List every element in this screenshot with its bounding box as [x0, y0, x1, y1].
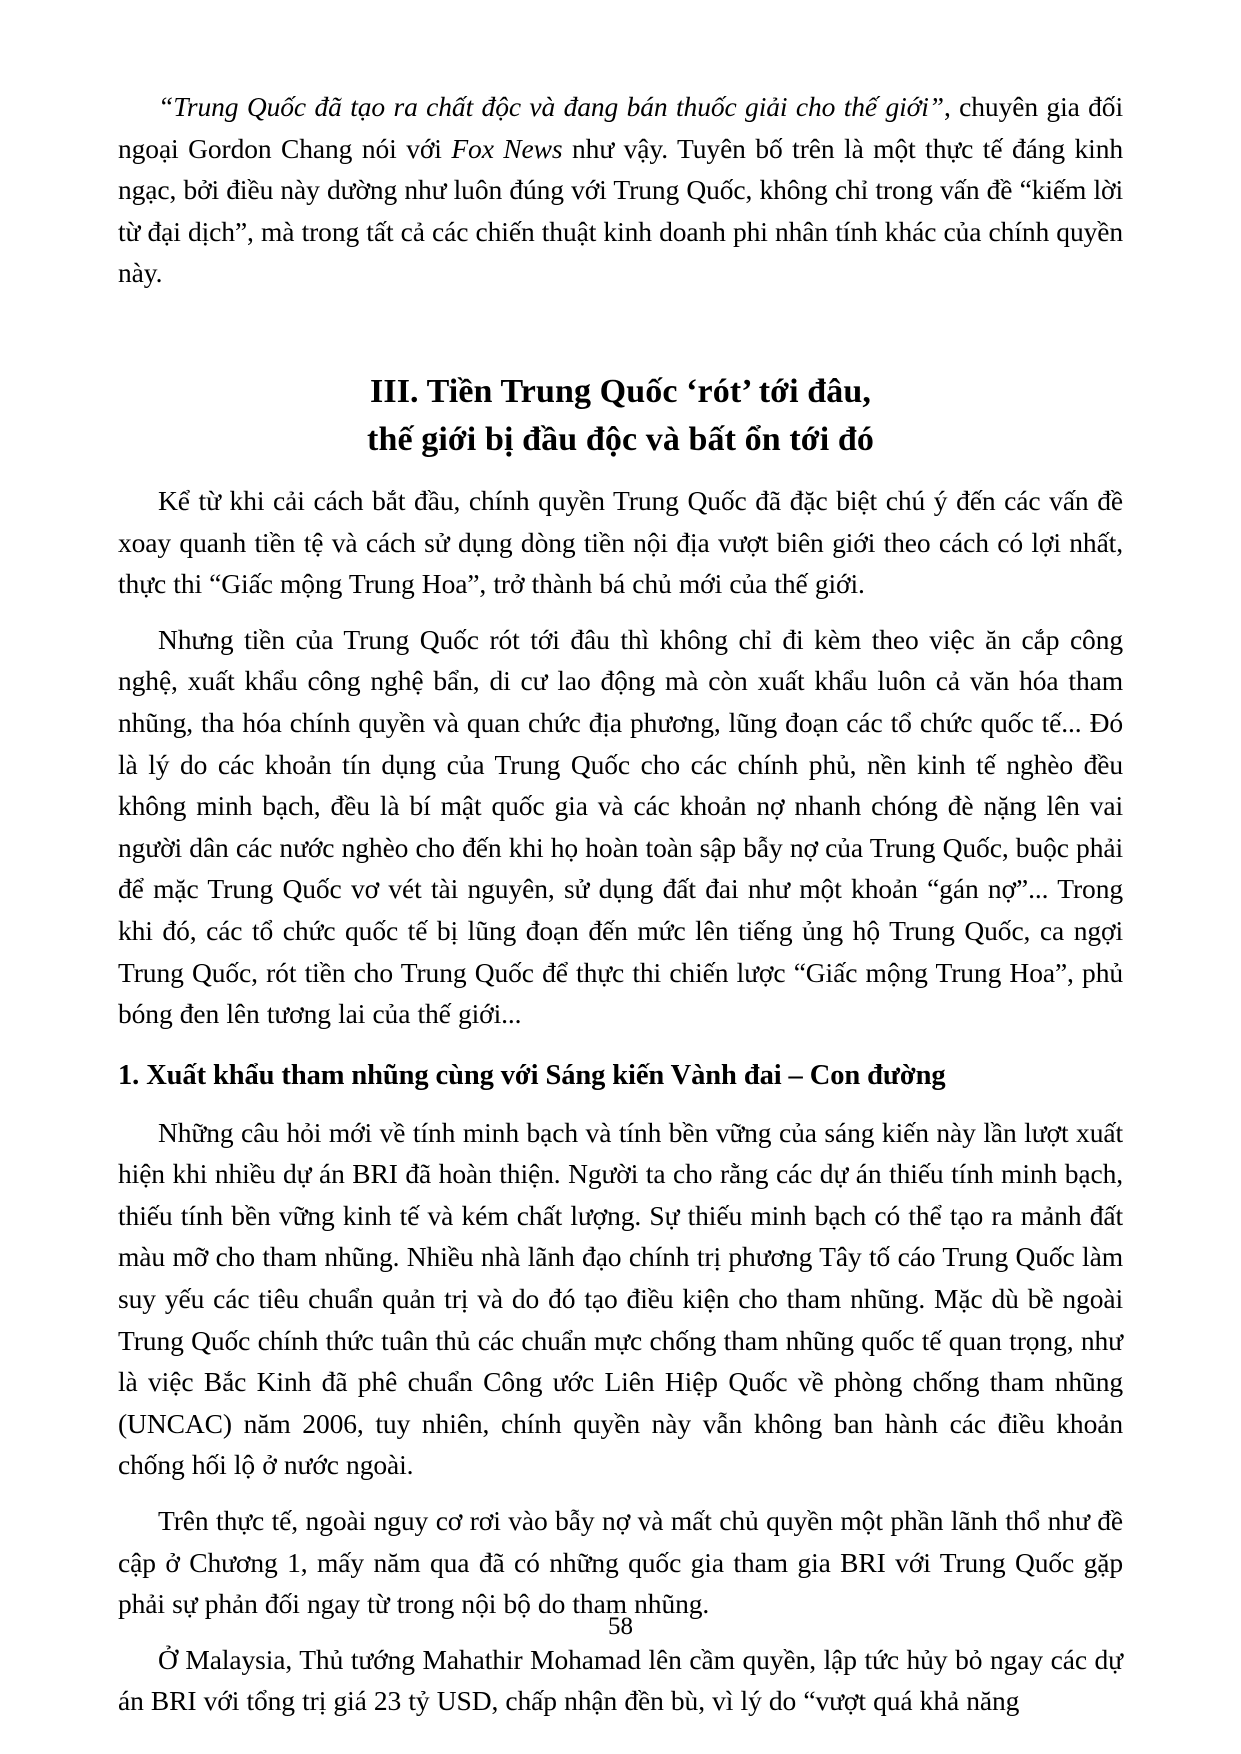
- spacer-before-subsection: [118, 1035, 1123, 1057]
- body-paragraph-1: Kể từ khi cải cách bắt đầu, chính quyền Trung Quốc đã đặc biệt chú ý đến các vấn đề xoay quanh tiền tệ và cách sử dụng dòng tiền nội địa vượt biên giới theo cách có lợi nhất, thực thi “Giấc mộng Trung Hoa”, trở thành bá chủ mới của thế giới.: [118, 484, 1123, 600]
- spacer-paragraph: [118, 605, 1123, 619]
- subsection-heading: 1. Xuất khẩu tham nhũng cùng với Sáng kiến Vành đai – Con đường: [118, 1059, 946, 1091]
- spacer-paragraph-2: [118, 1486, 1123, 1500]
- section-heading-line-1: III. Tiền Trung Quốc ‘rót’ tới đâu,: [370, 372, 871, 410]
- page-number: 58: [608, 1613, 633, 1640]
- body-paragraph-2: Nhưng tiền của Trung Quốc rót tới đâu thì không chỉ đi kèm theo việc ăn cắp công nghệ, xuất khẩu công nghệ bẩn, di cư lao động mà còn xuất khẩu luôn cả văn hóa tham nhũng, tha hóa chính quyền và quan chức địa phương, lũng đoạn các tổ chức quốc tế... Đó là lý do các khoản tín dụng của Trung Quốc cho các chính phủ, nền kinh tế nghèo đều không minh bạch, đều là bí mật quốc gia và các khoản nợ nhanh chóng đè nặng lên vai người dân các nước nghèo cho đến khi họ hoàn toàn sập bẫy nợ của Trung Quốc, buộc phải để mặc Trung Quốc vơ vét tài nguyên, sử dụng đất đai như một khoản “gán nợ”... Trong khi đó, các tổ chức quốc tế bị lũng đoạn đến mức lên tiếng ủng hộ Trung Quốc, ca ngợi Trung Quốc, rót tiền cho Trung Quốc để thực thi chiến lược “Giấc mộng Trung Hoa”, phủ bóng đen lên tương lai của thế giới...: [118, 623, 1123, 1030]
- intro-rest: như vậy. Tuyên bố trên là một thực tế đáng kinh ngạc, bởi điều này dường như luôn đúng với Trung Quốc, không chỉ trong vấn đề “kiếm lời từ đại dịch”, mà trong tất cả các chiến thuật kinh doanh phi nhân tính khác của chính quyền này.: [118, 132, 1123, 289]
- section-heading: [118, 368, 1123, 464]
- section-heading-line-2: thế giới bị đầu độc và bất ổn tới đó: [367, 420, 874, 458]
- subsection-paragraph-2: Trên thực tế, ngoài nguy cơ rơi vào bẫy nợ và mất chủ quyền một phần lãnh thổ như đề cập ở Chương 1, mấy năm qua đã có những quốc gia tham gia BRI với Trung Quốc gặp phải sự phản đối ngay từ trong nội bộ do tham nhũng.: [118, 1505, 1123, 1620]
- intro-after-quote: , chuyên gia đối ngoại Gordon Chang nói với: [118, 91, 1123, 164]
- subsection-paragraph-3: Ở Malaysia, Thủ tướng Mahathir Mohamad lên cầm quyền, lập tức hủy bỏ ngay các dự án BRI với tổng trị giá 23 tỷ USD, chấp nhận đền bù, vì lý do “vượt quá khả năng: [118, 1643, 1123, 1717]
- spacer-after-subsection-heading: [118, 1095, 1123, 1112]
- spacer-after-intro: [118, 294, 1123, 368]
- intro-quote: “Trung Quốc đã tạo ra chất độc và đang bán thuốc giải cho thế giới”: [158, 91, 944, 122]
- intro-source-name: Fox News: [451, 132, 563, 164]
- page-text-column: [118, 86, 1123, 1722]
- spacer-after-section-heading: [118, 464, 1123, 480]
- subsection-paragraph-1: Những câu hỏi mới về tính minh bạch và tính bền vững của sáng kiến này lần lượt xuất hiện khi nhiều dự án BRI đã hoàn thiện. Người ta cho rằng các dự án thiếu tính minh bạch, thiếu tính bền vững kinh tế và kém chất lượng. Sự thiếu minh bạch có thể tạo ra mảnh đất màu mỡ cho tham nhũng. Nhiều nhà lãnh đạo chính trị phương Tây tố cáo Trung Quốc làm suy yếu các tiêu chuẩn quản trị và do đó tạo điều kiện cho tham nhũng. Mặc dù bề ngoài Trung Quốc chính thức tuân thủ các chuẩn mực chống tham nhũng quốc tế quan trọng, như là việc Bắc Kinh đã phê chuẩn Công ước Liên Hiệp Quốc về phòng chống tham nhũng (UNCAC) năm 2006, tuy nhiên, chính quyền này vẫn không ban hành các điều khoản chống hối lộ ở nước ngoài.: [118, 1116, 1123, 1481]
- intro-paragraph: [118, 86, 1123, 294]
